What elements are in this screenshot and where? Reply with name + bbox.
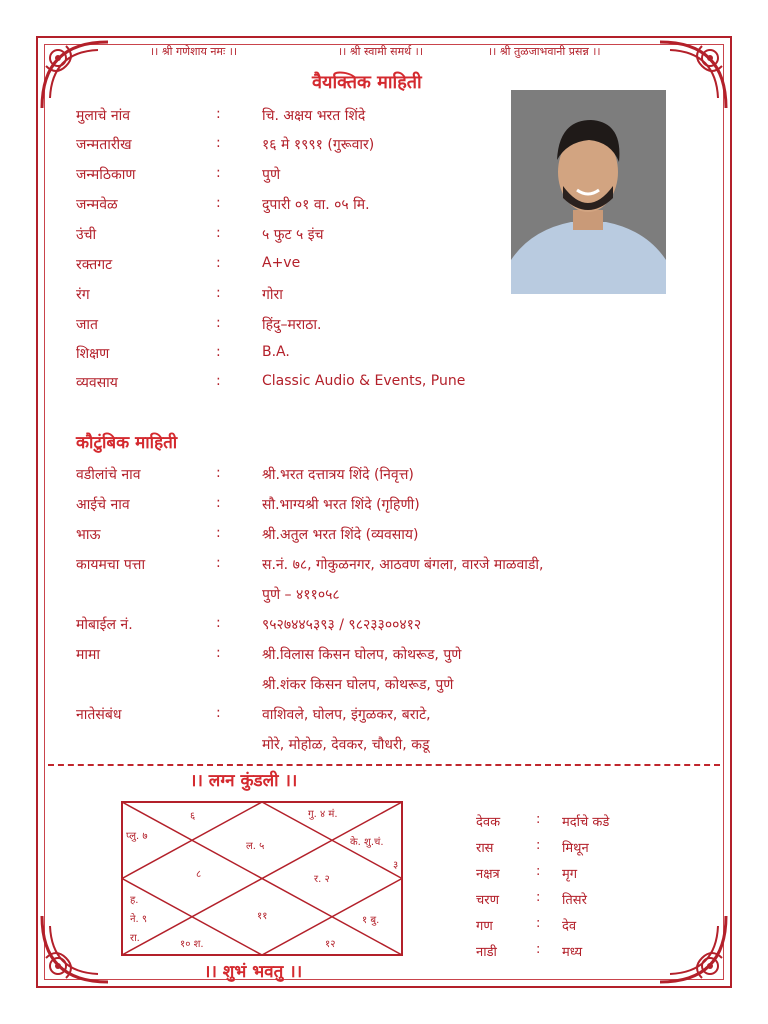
kundli-house-8: ८ [196, 869, 202, 880]
kundli-house-7: प्लु. ७ [126, 831, 148, 842]
astro-value: मृग [562, 867, 578, 882]
kundli-house-1: १ बु. [362, 915, 380, 926]
invocation-left: ।। श्री गणेशाय नमः ।। [150, 45, 238, 58]
family-info-heading: कौटुंबिक माहिती [76, 433, 178, 453]
astro-colon: : [536, 890, 541, 905]
kundli-house-9-a: ह. [130, 895, 139, 906]
astro-label: नक्षत्र [476, 867, 500, 882]
info-value: Classic Audio & Events, Pune [262, 373, 466, 389]
section-divider [48, 764, 720, 766]
info-label: जात [76, 317, 98, 333]
info-colon: : [216, 135, 221, 151]
info-label: मोबाईल नं. [76, 617, 133, 633]
info-colon: : [216, 225, 221, 241]
info-colon: : [216, 465, 221, 481]
kundli-house-10: १० श. [180, 939, 204, 950]
info-colon: : [216, 645, 221, 661]
info-label: जन्मवेळ [76, 197, 118, 213]
info-colon: : [216, 344, 221, 360]
info-value: चि. अक्षय भरत शिंदे [262, 108, 366, 124]
info-colon: : [216, 373, 221, 389]
info-label: रंग [76, 287, 90, 303]
astro-label: चरण [476, 893, 499, 908]
kundli-house-6: ६ [190, 811, 196, 822]
info-value: मोरे, मोहोळ, देवकर, चौधरी, कडू [262, 737, 430, 753]
info-value: स.नं. ७८, गोकुळनगर, आठवण बंगला, वारजे माळवाडी, [262, 557, 544, 573]
kundli-house-3: के. शु.चं. [350, 837, 384, 848]
info-value: श्री.भरत दत्तात्रय शिंदे (निवृत्त) [262, 467, 414, 483]
astro-colon: : [536, 916, 541, 931]
info-label: वडीलांचे नाव [76, 467, 141, 483]
info-colon: : [216, 285, 221, 301]
astro-value: देव [562, 919, 577, 934]
profile-photo [511, 90, 666, 294]
info-value: A+ve [262, 255, 301, 271]
astro-label: गण [476, 919, 493, 934]
info-colon: : [216, 555, 221, 571]
info-value: श्री.शंकर किसन घोलप, कोथरूड, पुणे [262, 677, 454, 693]
info-colon: : [216, 106, 221, 122]
info-label: नातेसंबंध [76, 707, 122, 723]
astro-colon: : [536, 812, 541, 827]
astro-colon: : [536, 838, 541, 853]
info-value: हिंदु–मराठा. [262, 317, 322, 333]
info-colon: : [216, 615, 221, 631]
info-value: सौ.भाग्यश्री भरत शिंदे (गृहिणी) [262, 497, 420, 513]
astro-label: देवक [476, 815, 501, 830]
info-value: गोरा [262, 287, 283, 303]
info-label: मामा [76, 647, 100, 663]
astro-value: तिसरे [562, 893, 587, 908]
info-label: आईचे नाव [76, 497, 130, 513]
astro-value: मिथून [562, 841, 589, 856]
astro-value: मर्दाचे कडे [562, 815, 610, 830]
kundli-chart [121, 801, 403, 956]
corner-ornament-bottom-left [38, 908, 116, 986]
info-value: पुणे – ४११०५८ [262, 587, 340, 603]
kundli-footer: ।। शुभं भवतु ।। [204, 962, 303, 982]
info-label: उंची [76, 227, 97, 243]
info-colon: : [216, 495, 221, 511]
kundli-house-9-b: ने. ९ [130, 914, 148, 925]
kundli-house-9-c: रा. [130, 933, 140, 944]
corner-ornament-bottom-right [652, 908, 730, 986]
info-label: मुलाचे नांव [76, 108, 131, 124]
info-value: वाशिवले, घोलप, इंगुळकर, बराटे, [262, 707, 431, 723]
personal-info-heading: वैयक्तिक माहिती [312, 72, 422, 93]
info-value: ५ फुट ५ इंच [262, 227, 324, 243]
info-label: भाऊ [76, 527, 101, 543]
kundli-title: ।। लग्न कुंडली ।। [190, 771, 298, 791]
info-colon: : [216, 315, 221, 331]
info-value: श्री.अतुल भरत शिंदे (व्यवसाय) [262, 527, 419, 543]
info-value: ९५२७४४५३९३ / ९८२३३००४१२ [262, 617, 422, 633]
info-label: रक्तगट [76, 257, 113, 273]
info-colon: : [216, 255, 221, 271]
invocation-line [0, 44, 768, 64]
info-colon: : [216, 165, 221, 181]
info-colon: : [216, 195, 221, 211]
kundli-house-11: ११ [257, 911, 268, 922]
invocation-right: ।। श्री तुळजाभवानी प्रसन्न ।। [488, 45, 601, 58]
info-label: कायमचा पत्ता [76, 557, 146, 573]
info-colon: : [216, 525, 221, 541]
info-colon: : [216, 705, 221, 721]
info-label: व्यवसाय [76, 375, 118, 391]
info-value: दुपारी ०१ वा. ०५ मि. [262, 197, 370, 213]
info-value: B.A. [262, 344, 290, 360]
info-label: जन्मतारीख [76, 137, 132, 153]
invocation-center: ।। श्री स्वामी समर्थ ।। [338, 45, 424, 58]
info-value: १६ मे १९९१ (गुरूवार) [262, 137, 375, 153]
kundli-house-5: ल. ५ [246, 841, 265, 852]
astro-value: मध्य [562, 945, 583, 960]
astro-label: नाडी [476, 945, 497, 960]
astro-colon: : [536, 942, 541, 957]
kundli-house-3-number: ३ [393, 860, 399, 871]
astro-colon: : [536, 864, 541, 879]
info-value: पुणे [262, 167, 281, 183]
person-portrait-icon [511, 90, 666, 294]
kundli-house-4: गु. ४ मं. [308, 809, 338, 820]
kundli-house-2: र. २ [314, 874, 330, 885]
astro-label: रास [476, 841, 494, 856]
info-label: जन्मठिकाण [76, 167, 136, 183]
kundli-house-12: १२ [325, 939, 336, 950]
info-value: श्री.विलास किसन घोलप, कोथरूड, पुणे [262, 647, 462, 663]
info-label: शिक्षण [76, 346, 110, 362]
